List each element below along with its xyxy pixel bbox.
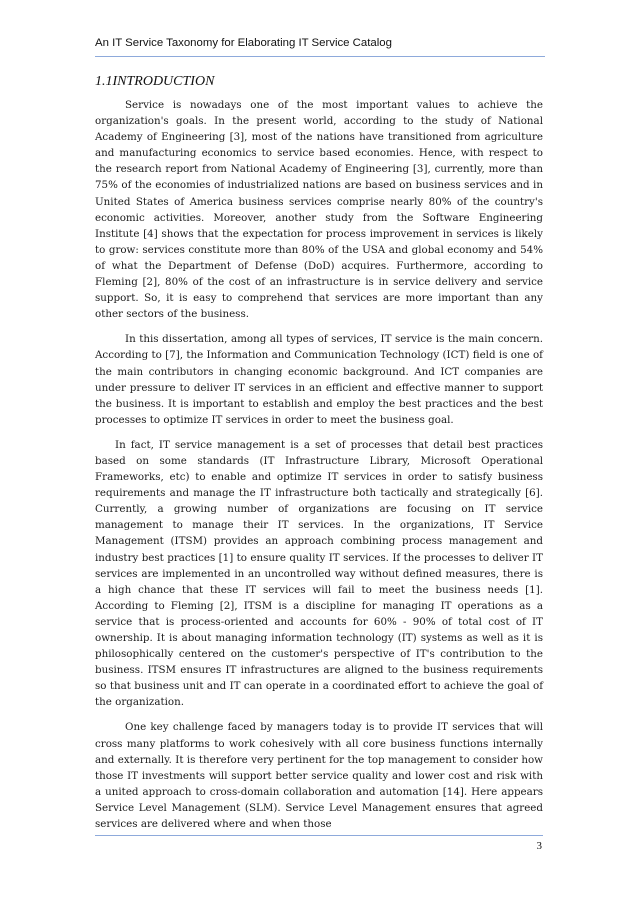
section-heading: 1.1INTRODUCTION	[95, 74, 215, 89]
paragraph: In this dissertation, among all types of services, IT service is the main concern. According to [7], the Information and Communication Technology (ICT) field is one of the main contributors in changing economic background. And ICT companies are under pressure to deliver IT services in an efficient and effective manner to support the business. It is important to establish and employ the best practices and the best processes to optimize IT services in order to meet the business goal.	[95, 333, 543, 426]
paragraph: Service is nowadays one of the most important values to achieve the organization's goals. In the present world, according to the study of National Academy of Engineering [3], most of the nations have transitioned from agriculture and manufacturing economics to service based economies. Hence, with respect to the research report from National Academy of Engineering [3], currently, more than 75% of the economies of industrialized nations are based on business services and in United States of America business services comprise nearly 80% of the country's economic activities. Moreover, another study from the Software Engineering Institute [4] shows that the expectation for process improvement in services is likely to grow: services constitute more than 80% of the USA and global economy and 54% of what the Department of Defense (DoD) acquires. Furthermore, according to Fleming [2], 80% of the cost of an infrastructure is in service delivery and service support. So, it is easy to comprehend that services are more important than any other sectors of the business.	[95, 99, 543, 321]
paragraph: One key challenge faced by managers today is to provide IT services that will cross many platforms to work cohesively with all core business functions internally and externally. It is therefore very pertinent for the top management to consider how those IT investments will support better service quality and lower cost and risk with a united approach to cross-domain collaboration and automation [14]. Here appears Service Level Management (SLM). Service Level Management ensures that agreed services are delivered where and when those	[95, 721, 543, 831]
page-header	[95, 30, 545, 60]
page-number: 3	[536, 840, 542, 852]
footer-divider	[95, 835, 543, 836]
running-header-title: An IT Service Taxonomy for Elaborating IT Service Catalog	[95, 37, 392, 49]
body-text	[95, 97, 543, 841]
paragraph: In fact, IT service management is a set of processes that detail best practices based on some standards (IT Infrastructure Library, Microsoft Operational Frameworks, etc) to enable and optimize IT services in order to satisfy business requirements and manage the IT infrastructure both tactically and strategically [6]. Currently, a growing number of organizations are focusing on IT service management to manage their IT services. In the organizations, IT Service Management (ITSM) provides an approach combining process management and industry best practices [1] to ensure quality IT services. If the processes to deliver IT services are implemented in an uncontrolled way without defined measures, there is a high chance that these IT services will fail to meet the business needs [1]. According to Fleming [2], ITSM is a discipline for managing IT operations as a service that is process-oriented and accounts for 60% - 90% of total cost of IT ownership. It is about managing information technology (IT) systems as well as it is philosophically centered on the customer's perspective of IT's contribution to the business. ITSM ensures IT infrastructures are aligned to the business requirements so that business unit and IT can operate in a coordinated effort to achieve the goal of the organization.	[95, 438, 543, 709]
header-divider	[95, 56, 545, 57]
